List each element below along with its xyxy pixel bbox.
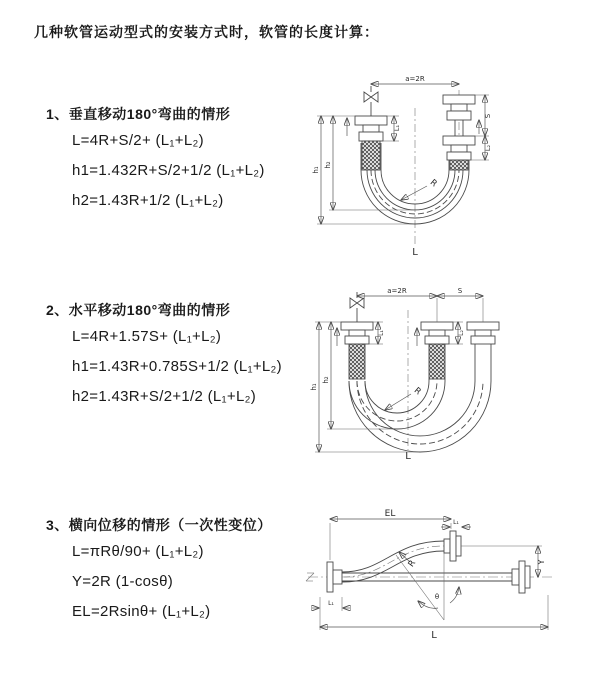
section1-heading: 1、垂直移动180°弯曲的情形 (46, 106, 231, 122)
dim-label-h2: h₂ (324, 161, 332, 169)
middle-fitting (421, 322, 453, 379)
dim-label-el: EL (384, 509, 396, 519)
diagram-horizontal-180-bend (310, 282, 530, 462)
formula-line: h1=1.432R+S/2+1/2 (L₁+L₂) (72, 162, 265, 179)
valve-icon (350, 292, 364, 322)
length-label: L (412, 247, 418, 258)
dim-label-s: S (484, 113, 492, 119)
left-fitting (341, 322, 373, 379)
section2-formulas (72, 328, 282, 418)
length-label: L (431, 630, 437, 641)
dim-label-a2r: a=2R (387, 287, 407, 295)
dim-label-a2r: a=2R (405, 75, 425, 83)
formula-line: Y=2R (1-cosθ) (72, 573, 174, 590)
length-label: L (405, 451, 411, 462)
valve-icon (364, 86, 378, 116)
formula-line: L=πRθ/90+ (L₁+L₂) (72, 543, 204, 560)
dim-label-h1: h₁ (310, 383, 318, 391)
page-title: 几种软管运动型式的安装方式时，软管的长度计算： (34, 24, 379, 40)
formula-line: h2=1.43R+S/2+1/2 (L₁+L₂) (72, 388, 257, 405)
theta-label: θ (434, 593, 440, 601)
dim-label-h1: h₁ (312, 166, 320, 174)
formula-line: h2=1.43R+1/2 (L₁+L₂) (72, 192, 224, 209)
section2-heading: 2、水平移动180°弯曲的情形 (46, 302, 231, 318)
section3-heading: 3、横向位移的情形（一次性变位） (46, 517, 272, 533)
section1-formulas (72, 132, 265, 222)
dim-label-l1: L₁ (378, 330, 385, 336)
diagram-vertical-180-bend (313, 70, 530, 260)
radius-label: R (406, 558, 419, 570)
formula-line: L=4R+S/2+ (L₁+L₂) (72, 132, 204, 149)
dim-label-l1-bottom: L₁ (328, 600, 334, 607)
right-fitting-lower (443, 136, 475, 170)
left-fitting (327, 562, 342, 592)
right-fitting (512, 561, 530, 593)
radius-label: R (411, 385, 423, 398)
dim-label-h2: h₂ (322, 376, 330, 384)
left-fitting (355, 116, 387, 170)
section3-formulas (72, 543, 210, 633)
formula-line: L=4R+1.57S+ (L₁+L₂) (72, 328, 222, 345)
hose-s-curve-displaced (342, 541, 444, 582)
formula-line: h1=1.43R+0.785S+1/2 (L₁+L₂) (72, 358, 282, 375)
hose-u-bend-original (349, 379, 445, 429)
construction-lines (396, 552, 459, 620)
dim-label-l1: L₁ (393, 124, 401, 132)
right-fitting-displaced (467, 322, 499, 344)
radius-label: R (427, 177, 439, 190)
dim-label-l2: L₂ (484, 144, 492, 152)
dim-label-s: S (457, 287, 463, 295)
dim-label-y: Y (537, 559, 546, 565)
upper-fitting (444, 531, 461, 561)
dim-label-l1-top: L₁ (453, 519, 459, 526)
formula-line: EL=2Rsinθ+ (L₁+L₂) (72, 603, 211, 620)
dim-label-l2: L₂ (458, 330, 465, 336)
diagram-lateral-displacement (298, 505, 560, 645)
